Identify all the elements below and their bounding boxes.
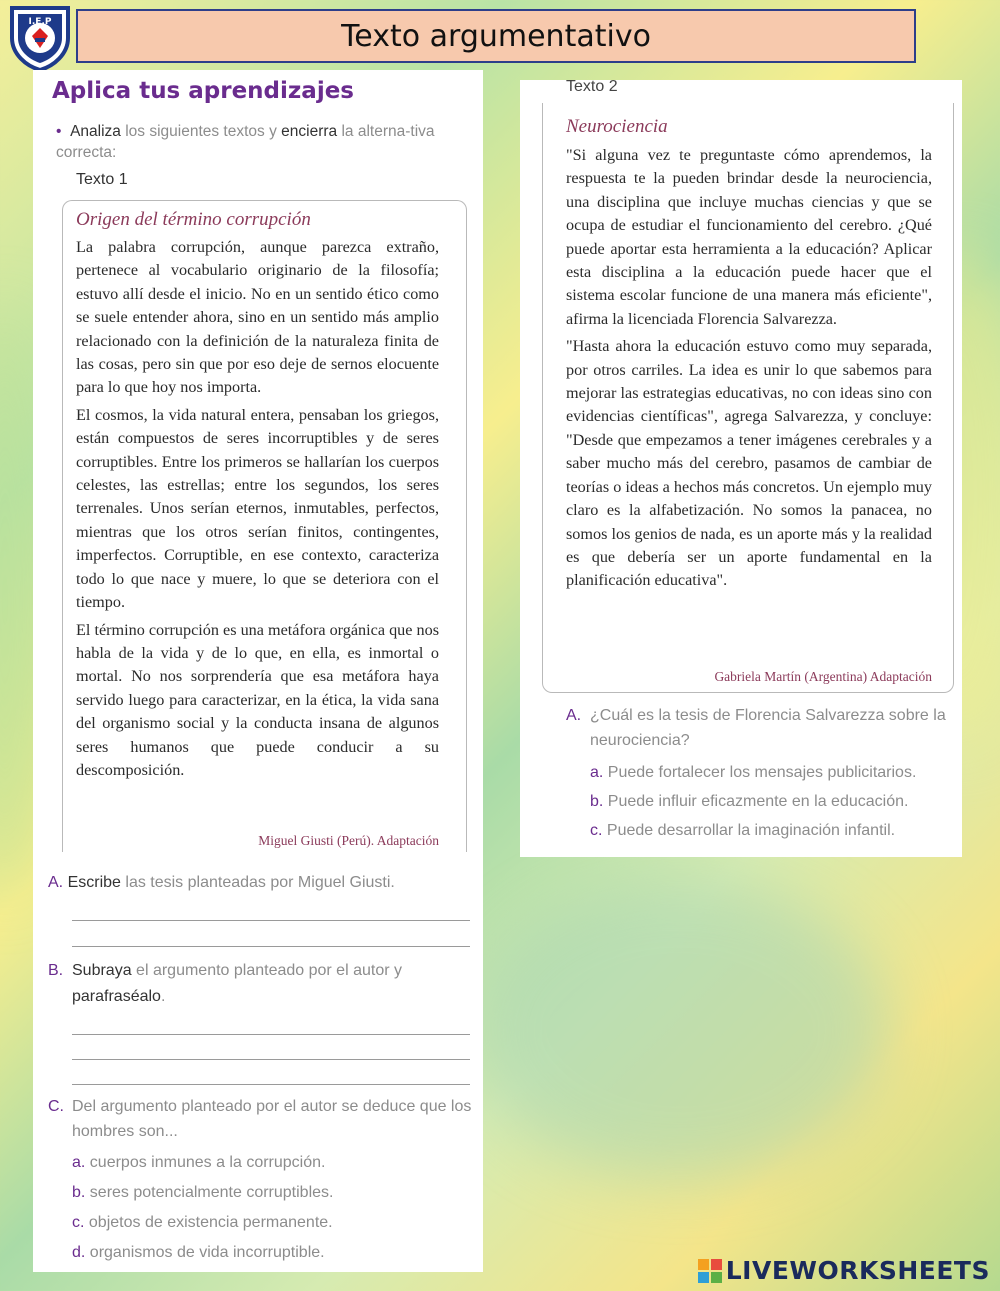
question-b — [48, 958, 472, 1010]
text1-body — [76, 236, 439, 786]
option-b[interactable] — [590, 787, 958, 816]
instruction-text: los siguientes textos y — [120, 123, 282, 140]
answer-line[interactable] — [72, 1034, 470, 1035]
text2-source: Gabriela Martín (Argentina) Adaptación — [714, 669, 932, 684]
question-text: el argumento planteado por el autor y — [131, 962, 402, 979]
instruction-verb: Analiza — [70, 123, 121, 140]
question-verb: Subraya — [72, 962, 132, 979]
option-letter: b. — [590, 793, 604, 810]
option-text: Puede fortalecer los mensajes publicitarios. — [607, 764, 917, 781]
question-label: C. — [48, 1098, 64, 1115]
question-a — [48, 870, 468, 896]
text2-label: Texto 2 — [566, 78, 618, 95]
option-letter: d. — [72, 1244, 86, 1261]
option-c[interactable] — [72, 1208, 472, 1238]
text1-source: Miguel Giusti (Perú). Adaptación — [258, 833, 439, 848]
liveworksheets-brand — [698, 1256, 990, 1285]
option-text: objetos de existencia permanente. — [88, 1214, 333, 1231]
question-text: . — [160, 988, 166, 1005]
answer-line[interactable] — [72, 946, 470, 947]
option-text: seres potencialmente corruptibles. — [89, 1184, 334, 1201]
option-text: organismos de vida incorruptible. — [89, 1244, 325, 1261]
paragraph: "Si alguna vez te preguntaste cómo aprendemos, la respuesta te la pueden brindar desde la neurociencia, una disciplina que incluye muchas ciencias y que se ocupa de estudiar el funcionamiento del cerebro. ¿Qué puede aportar esta herramienta a la educación? Aplicar esta disciplina a la educación puede hacer que el sistema escolar funcione de una manera más eficiente", afirma la licenciada Florencia Salvarezza. — [566, 146, 932, 328]
instruction-verb: encierra — [281, 123, 338, 140]
paragraph: El término corrupción es una metáfora orgánica que nos habla de la vida y de lo que, en ella, es inmortal o mortal. No nos sorprendería que esa metáfora haya servido luego para caracterizar, en la ética, la vida sana del organismo social y la conducta insana de algunos seres humanos que puede conducir a su descomposición. — [76, 620, 439, 779]
text2-title: Neurociencia — [566, 116, 668, 137]
question-c — [48, 1094, 472, 1268]
paragraph: La palabra corrupción, aunque parezca extraño, pertenece al vocabulario originario de la filosofía; estuvo allí desde el inicio. No en un sentido ético como se suele entender ahora, sino en un sentido más amplio relacionado con la definición de la naturaleza finita de las cosas, pero sin que por eso deje de sernos elocuente para lo que hoy nos importa. — [76, 238, 439, 397]
answer-line[interactable] — [72, 1084, 470, 1085]
option-letter: c. — [590, 822, 603, 839]
text2-body — [566, 144, 932, 597]
option-c[interactable] — [590, 816, 958, 845]
option-b[interactable] — [72, 1178, 472, 1208]
option-a[interactable] — [590, 758, 958, 787]
question-text: ¿Cuál es la tesis de Florencia Salvarezza sobre la neurociencia? — [590, 707, 946, 749]
text1-label: Texto 1 — [76, 171, 128, 188]
liveworksheets-icon — [698, 1259, 722, 1283]
option-text: Puede desarrollar la imaginación infantil. — [606, 822, 896, 839]
option-letter: c. — [72, 1214, 85, 1231]
option-d[interactable] — [72, 1238, 472, 1268]
question-text2-a — [566, 703, 958, 845]
page-title: Texto argumentativo — [76, 9, 916, 63]
option-text: cuerpos inmunes a la corrupción. — [89, 1154, 326, 1171]
option-letter: a. — [590, 764, 604, 781]
question-label: A. — [48, 874, 64, 891]
option-letter: a. — [72, 1154, 86, 1171]
option-text: Puede influir eficazmente en la educación. — [607, 793, 909, 810]
question-verb: Escribe — [67, 874, 121, 891]
option-a[interactable] — [72, 1148, 472, 1178]
answer-line[interactable] — [72, 1059, 470, 1060]
text1-title: Origen del término corrupción — [76, 209, 311, 230]
answer-line[interactable] — [72, 920, 470, 921]
question-label: A. — [566, 707, 582, 724]
paragraph: El cosmos, la vida natural entera, pensaban los griegos, están compuestos de seres incorruptibles y de seres corruptibles. Entre los primeros se hallarían los cuerpos celestes, las estrellas; entre los segundos, los seres terrenales. Unos serían eternos, inmutables, perfectos, mientras que los otros serían finitos, contingentes, imperfectos. Corruptible, en ese contexto, caracteriza todo lo que nace y muere, lo que se deteriora con el tiempo. — [76, 405, 439, 612]
instruction-text: la alterna-tiva correcta: — [56, 123, 435, 161]
brand-text: LIVEWORKSHEETS — [725, 1256, 990, 1285]
option-letter: b. — [72, 1184, 86, 1201]
section-heading: Aplica tus aprendizajes — [52, 78, 354, 104]
background-texture — [470, 880, 890, 1180]
logo-text: I.E.P — [28, 17, 52, 27]
question-text: Del argumento planteado por el autor se deduce que los hombres son... — [72, 1098, 472, 1140]
paragraph: "Hasta ahora la educación estuvo como muy separada, por otros carriles. La idea es unir lo que sabemos para mejorar las estrategias educativas, no con ideas sino con evidencias científicas", agrega Salvarezza, y concluye: "Desde que empezamos a tener imágenes cerebrales y a saber mucho más del cerebro, pasamos de cambiar de teorías o ideas a hechos más concretos. Un ejemplo muy claro es la alfabetización. No somos la panacea, no somos los genios de nada, es un aporte más y la realidad es que debería ser un aporte fundamental en la planificación educativa". — [566, 337, 932, 590]
school-logo — [6, 2, 74, 72]
instruction: • Analiza los siguientes textos y encierra la alterna-tiva correcta: — [56, 123, 435, 161]
question-text: las tesis planteadas por Miguel Giusti. — [120, 874, 395, 891]
question-label: B. — [48, 962, 64, 979]
question-verb: parafraséalo — [72, 988, 161, 1005]
